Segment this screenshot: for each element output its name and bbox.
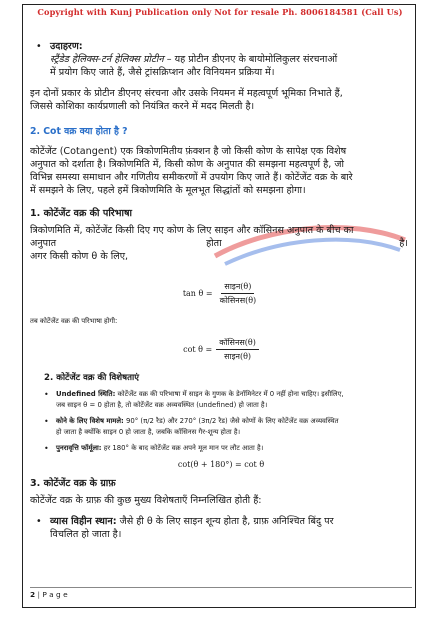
footer-separator: |	[35, 590, 43, 599]
graph-heading: 3. कोटेंजेंट वक्र के ग्राफ़	[30, 478, 116, 489]
example-rest-1: – यह प्रोटीन डीएनए के बायोमोलिकुलर संरचनाओं	[163, 54, 338, 65]
example-rest-2: में प्रयोग किए जाते हैं, जैसे ट्रांसक्रिप्शन और विनियमन प्रक्रिया में।	[50, 67, 275, 78]
feature-undefined	[30, 389, 412, 411]
page-content	[30, 22, 412, 541]
bullet-dot: •	[44, 417, 49, 426]
graph-intro: कोटेंजेंट वक्र के ग्राफ़ की कुछ मुख्य विशेषताएँ निम्नलिखित होती हैं:	[30, 495, 262, 506]
bullet-dot: •	[36, 516, 42, 527]
page-number: 2	[30, 590, 36, 599]
graph-feature-line-1: जैसे ही θ के लिए साइन शून्य होता है, ग्राफ़ अनिश्चित बिंदु पर	[116, 516, 334, 527]
bullet-dot: •	[44, 444, 49, 453]
tan-numerator: साइन(θ)	[221, 281, 254, 294]
graph-feature-line-2: विचलित हो जाता है।	[50, 529, 122, 540]
feature-periodicity	[30, 443, 412, 454]
section-2-heading: 2. Cot वक्र क्या होता है ?	[30, 126, 128, 137]
page-footer	[30, 587, 412, 599]
summary-line-2: जिससे कोशिका कार्यप्रणाली को नियंत्रित करने में मदद मिलती है।	[30, 101, 255, 112]
cot-denominator: साइन(θ)	[224, 352, 252, 361]
feature-special-line-1: 90° (π/2 रैड) और 270° (3π/2 रैड) जैसे कोणों के लिए कोटेंजेंट वक्र अव्यवस्थित	[123, 417, 339, 425]
tan-fraction	[217, 281, 260, 306]
definition-word-1: अनुपात	[30, 238, 57, 249]
tan-equation	[30, 281, 412, 306]
feature-periodicity-label: पुनरावृत्ति फॉर्मूला:	[56, 444, 102, 452]
feature-special-label: कोने के लिए विशेष मामले:	[56, 417, 124, 425]
cot-fraction	[216, 337, 259, 362]
feature-undefined-line-1: कोटेंजेंट वक्र की परिभाषा में साइन के गुणक के डेनॉमिनेटर में 0 नहीं होना चाहिए। इसीलिए,	[115, 390, 344, 398]
example-name: स्ट्रैंडेड हेलिक्स-टर्न हेलिक्स प्रोटीन	[50, 54, 164, 65]
definition-line-1: त्रिकोणमिति में, कोटेंजेंट किसी दिए गए कोण के लिए साइन और कॉसिनस अनुपात के बीच का	[30, 225, 354, 236]
feature-special-angles	[30, 416, 412, 438]
graph-feature-label: व्यास विहीन स्थान:	[50, 516, 117, 527]
definition-word-3: है।	[399, 238, 408, 249]
bullet-dot: •	[44, 390, 49, 399]
intro-line-2: अनुपात को दर्शाता है। त्रिकोणमिति में, किसी कोण के अनुपात की समझना महत्वपूर्ण है, जो	[30, 159, 344, 170]
cot-equation	[30, 337, 412, 362]
cot-lhs: cot θ =	[183, 345, 213, 354]
graph-feature-bullet	[30, 515, 412, 541]
feature-undefined-label: Undefined स्थिति:	[56, 390, 116, 398]
definition-note: तब कोटेंजेंट वक्र की परिभाषा होगी:	[30, 317, 118, 325]
cot-numerator: कॉसिनस(θ)	[216, 337, 259, 350]
summary-paragraph	[30, 87, 412, 113]
definition-heading: 1. कोटेंजेंट वक्र की परिभाषा	[30, 208, 132, 219]
feature-undefined-line-2: जब साइन θ = 0 होता है, तो कोटेंजेंट वक्र अव्यवस्थित (undefined) हो जाता है।	[56, 401, 268, 409]
definition-line-3: अगर किसी कोण θ के लिए,	[30, 251, 129, 262]
feature-periodicity-line-1: हर 180° के बाद कोटेंजेंट वक्र अपने मूल मान पर लौट आता है।	[101, 444, 264, 452]
bullet-dot: •	[36, 41, 42, 52]
intro-line-4: में समझने के लिए, पहले हमें त्रिकोणमिति के मूलभूत सिद्धांतों को समझना होगा।	[30, 185, 306, 196]
page-label: P a g e	[42, 590, 68, 599]
definition-paragraph	[30, 224, 412, 263]
feature-special-line-2: हो जाता है क्योंकि साइन 0 हो जाता है, जबकि कॉसिनस गैर-शून्य होता है।	[56, 428, 241, 436]
intro-line-1: कोटेंजेंट (Cotangent) एक त्रिकोणमितीय फ़ंक्शन है जो किसी कोण के सापेक्ष एक विशेष	[30, 146, 347, 157]
features-heading: 2. कोटेंजेंट वक्र की विशेषताएं	[44, 373, 139, 383]
periodicity-equation: cot(θ + 180°) = cot θ	[177, 460, 265, 469]
cotangent-intro-paragraph	[30, 145, 412, 197]
tan-denominator: कोसिनस(θ)	[219, 296, 257, 305]
copyright-header: Copyright with Kunj Publication only Not for resale Ph. 8006184581 (Call Us)	[37, 7, 403, 17]
definition-word-2: होता	[206, 238, 222, 249]
intro-line-3: विभिन्न समस्या समाधान और गणितीय समीकरणों में उपयोग किए जाते हैं। कोटेंजेंट वक्र के बारे	[30, 172, 353, 183]
example-bullet	[30, 40, 412, 79]
summary-line-1: इन दोनों प्रकार के प्रोटीन डीएनए संरचना और उसके नियमन में महत्वपूर्ण भूमिका निभाते हैं,	[30, 88, 343, 99]
definition-line-2	[30, 237, 412, 250]
tan-lhs: tan θ =	[182, 289, 213, 298]
example-label: उदाहरण:	[50, 41, 83, 52]
